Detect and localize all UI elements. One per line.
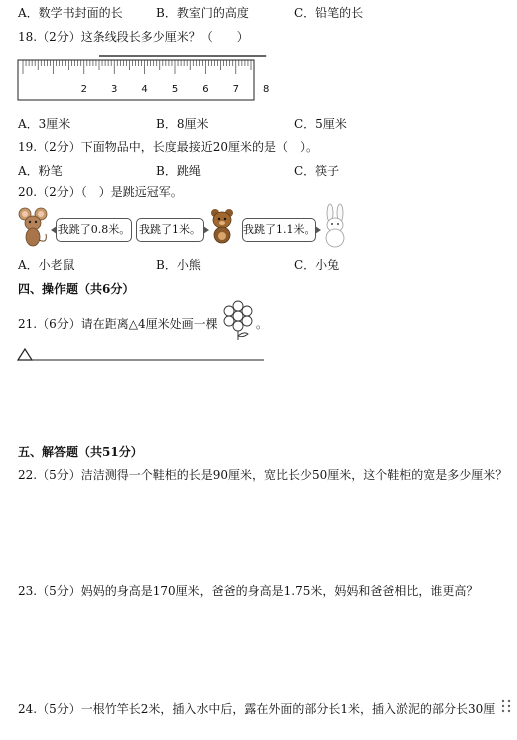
q22-question: 22.（5分）洁洁测得一个鞋柜的长是90厘米，宽比长少50厘米，这个鞋柜的宽是多少厘米？	[18, 468, 508, 482]
section-5-heading: 五、解答题（共51分）	[18, 445, 143, 459]
q24-question: 24.（5分）一根竹竿长2米，插入水中后，露在外面的部分长1米，插入淤泥的部分长30厘	[18, 702, 496, 716]
q18-option-a: A．3厘米	[18, 117, 71, 131]
q17-option-b: B．教室门的高度	[156, 6, 249, 20]
ruler-tick-label: 8	[263, 84, 270, 95]
q21-figure	[16, 346, 268, 362]
q18-option-b: B．8厘米	[156, 117, 209, 131]
rabbit-speech-bubble: 我跳了1.1米。	[242, 218, 316, 242]
ruler-tick-label: 3	[111, 84, 118, 95]
ruler-tick-label: 2	[80, 84, 87, 95]
q19-option-a: A．粉笔	[18, 164, 63, 178]
rabbit-icon	[318, 204, 352, 248]
drag-handle-icon[interactable]	[500, 698, 512, 714]
q19-option-b: B．跳绳	[156, 164, 201, 178]
q20-option-a: A．小老鼠	[18, 258, 75, 272]
flower-icon	[220, 300, 256, 340]
q23-question: 23.（5分）妈妈的身高是170厘米，爸爸的身高是1.75米，妈妈和爸爸相比，谁更高？	[18, 584, 479, 598]
q17-option-c: C．铅笔的长	[294, 6, 364, 20]
q19-option-c: C．筷子	[294, 164, 340, 178]
q18-question: 18.（2分）这条线段长多少厘米？（ ）	[18, 30, 249, 44]
ruler-tick-label: 5	[171, 84, 179, 95]
mouse-speech-bubble: 我跳了0.8米。	[56, 218, 132, 242]
triangle-icon	[18, 349, 32, 360]
section-4-heading: 四、操作题（共6分）	[18, 282, 135, 296]
q17-option-a: A．数学书封面的长	[18, 6, 123, 20]
q18-option-c: C．5厘米	[294, 117, 347, 131]
mouse-icon	[16, 206, 52, 248]
bear-icon	[208, 208, 236, 244]
ruler-figure	[17, 52, 270, 102]
bear-speech-bubble: 我跳了1米。	[136, 218, 204, 242]
q21-question: 21.（6分）请在距离△4厘米处画一棵	[18, 317, 218, 331]
q20-option-b: B．小熊	[156, 258, 201, 272]
q19-question: 19.（2分）下面物品中，长度最接近20厘米的是（ ）。	[18, 140, 318, 154]
q20-question: 20.（2分）（ ）是跳远冠军。	[18, 185, 183, 199]
ruler-tick-label: 7	[232, 84, 239, 95]
q20-option-c: C．小兔	[294, 258, 340, 272]
q21-question-end: 。	[256, 317, 269, 331]
ruler-tick-label: 4	[141, 84, 148, 95]
ruler-tick-label: 6	[202, 84, 209, 95]
